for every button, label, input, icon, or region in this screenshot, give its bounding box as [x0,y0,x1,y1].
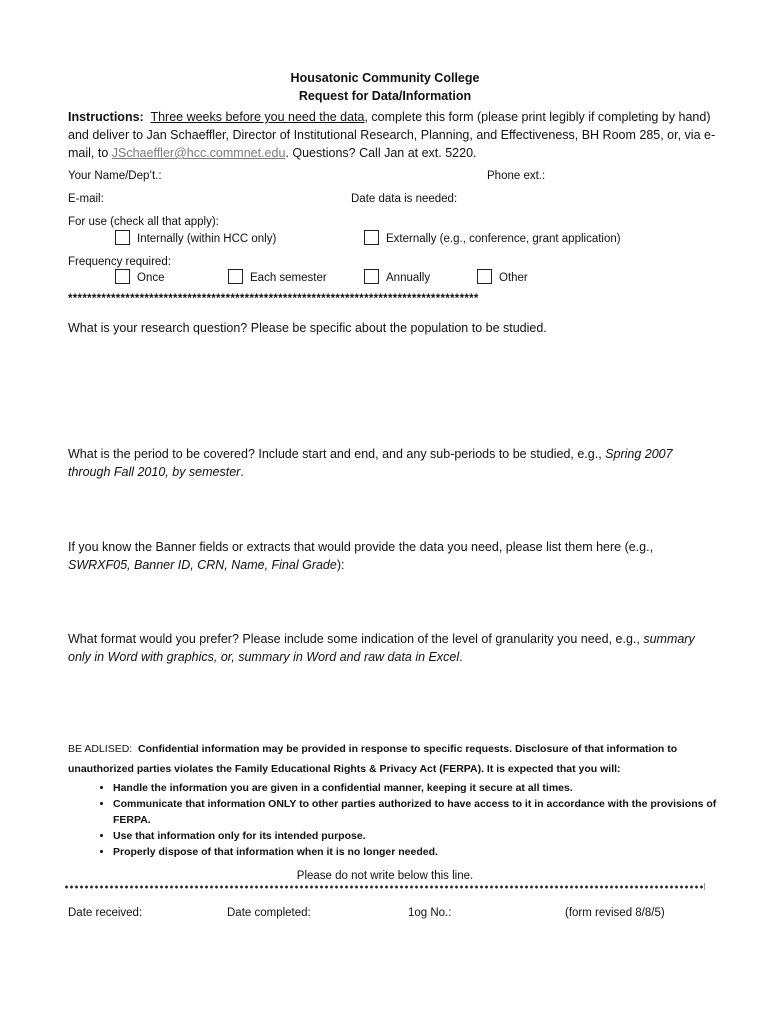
frequency-annually-label: Annually [386,272,431,284]
frequency-semester-checkbox[interactable] [228,269,243,284]
date-received-label: Date received: [68,907,143,919]
frequency-annually-checkbox[interactable] [364,269,379,284]
question-banner-text: If you know the Banner fields or extracts that would provide the data you need, please list them here (e.g., [68,540,654,554]
question-format-text: What format would you prefer? Please include some indication of the level of granularity you need, e.g., [68,632,644,646]
external-use-label: Externally (e.g., conference, grant application) [386,233,621,245]
phone-ext-label: Phone ext.: [487,170,546,182]
question-banner-example: SWRXF05, Banner ID, CRN, Name, Final Grade [68,558,337,572]
question-period-text: What is the period to be covered? Include start and end, and any sub-periods to be studied, e.g., [68,447,606,461]
ferpa-notice [68,739,718,779]
internal-use-checkbox[interactable] [115,230,130,245]
star-separator: ************************************************************************************** [68,293,479,305]
frequency-label: Frequency required: [68,256,171,268]
date-completed-label: Date completed: [227,907,311,919]
ferpa-bullet: • Use that information only for its intended purpose. [113,828,743,844]
date-needed-label: Date data is needed: [351,193,458,205]
use-label: For use (check all that apply): [68,216,219,228]
question-banner-end: ): [336,558,345,572]
frequency-once-checkbox[interactable] [115,269,130,284]
contact-email-link[interactable]: JSchaeffler@hcc.commnet.edu [111,146,286,160]
divider-end-mark [704,883,705,890]
question-research: What is your research question? Please be specific about the population to be studied. [68,321,547,335]
ferpa-bullet-list [80,780,743,860]
question-format-end: . [459,650,463,664]
instructions-deadline: Three weeks before you need the data [150,110,365,124]
email-label: E-mail: [68,193,104,205]
question-period-end: . [240,465,244,479]
question-banner-fields [68,538,708,574]
question-format-example: summary only in Word with graphics, or, summary in Word and raw data in Excel [68,632,695,664]
question-period [68,445,708,481]
instructions-label: Instructions: [68,110,144,124]
dotted-divider [64,885,704,889]
form-title: Request for Data/Information [298,89,472,103]
name-dept-label: Your Name/Dep’t.: [68,170,162,182]
internal-use-label: Internally (within HCC only) [137,233,277,245]
frequency-other-label: Other [499,272,528,284]
instructions-text: , complete this form (please print legibly if completing by hand) and deliver to Jan Schaeffler, Director of Institutional Research, Planning, and Effectiveness, BH Room 285, or, via e-mail, to [68,110,716,160]
log-number-label: 1og No.: [408,907,452,919]
notice-body: Confidential information may be provided in response to specific requests. Disclosure of that information to unauthorized parties violates the Family Educational Rights & Privacy Act (FERPA). It is expected that you will: [68,743,678,775]
frequency-semester-label: Each semester [250,272,327,284]
ferpa-bullet: • Communicate that information ONLY to other parties authorized to have access to it in accordance with the provisions of FERPA. [113,796,743,828]
notice-lead: BE ADLISED: [68,743,133,755]
external-use-checkbox[interactable] [364,230,379,245]
frequency-other-checkbox[interactable] [477,269,492,284]
question-period-example: Spring 2007 through Fall 2010, by semester [68,447,673,479]
ferpa-bullet: • Handle the information you are given in a confidential manner, keeping it secure at all times. [113,780,743,796]
do-not-write-notice: Please do not write below this line. [296,870,474,882]
college-name: Housatonic Community College [290,71,480,85]
frequency-once-label: Once [137,272,165,284]
instructions-questions: . Questions? Call Jan at ext. 5220. [285,146,477,160]
form-revised-label: (form revised 8/8/5) [565,907,665,919]
ferpa-bullet: • Properly dispose of that information when it is no longer needed. [113,844,743,860]
question-format [68,630,708,666]
instructions-paragraph [68,108,718,162]
